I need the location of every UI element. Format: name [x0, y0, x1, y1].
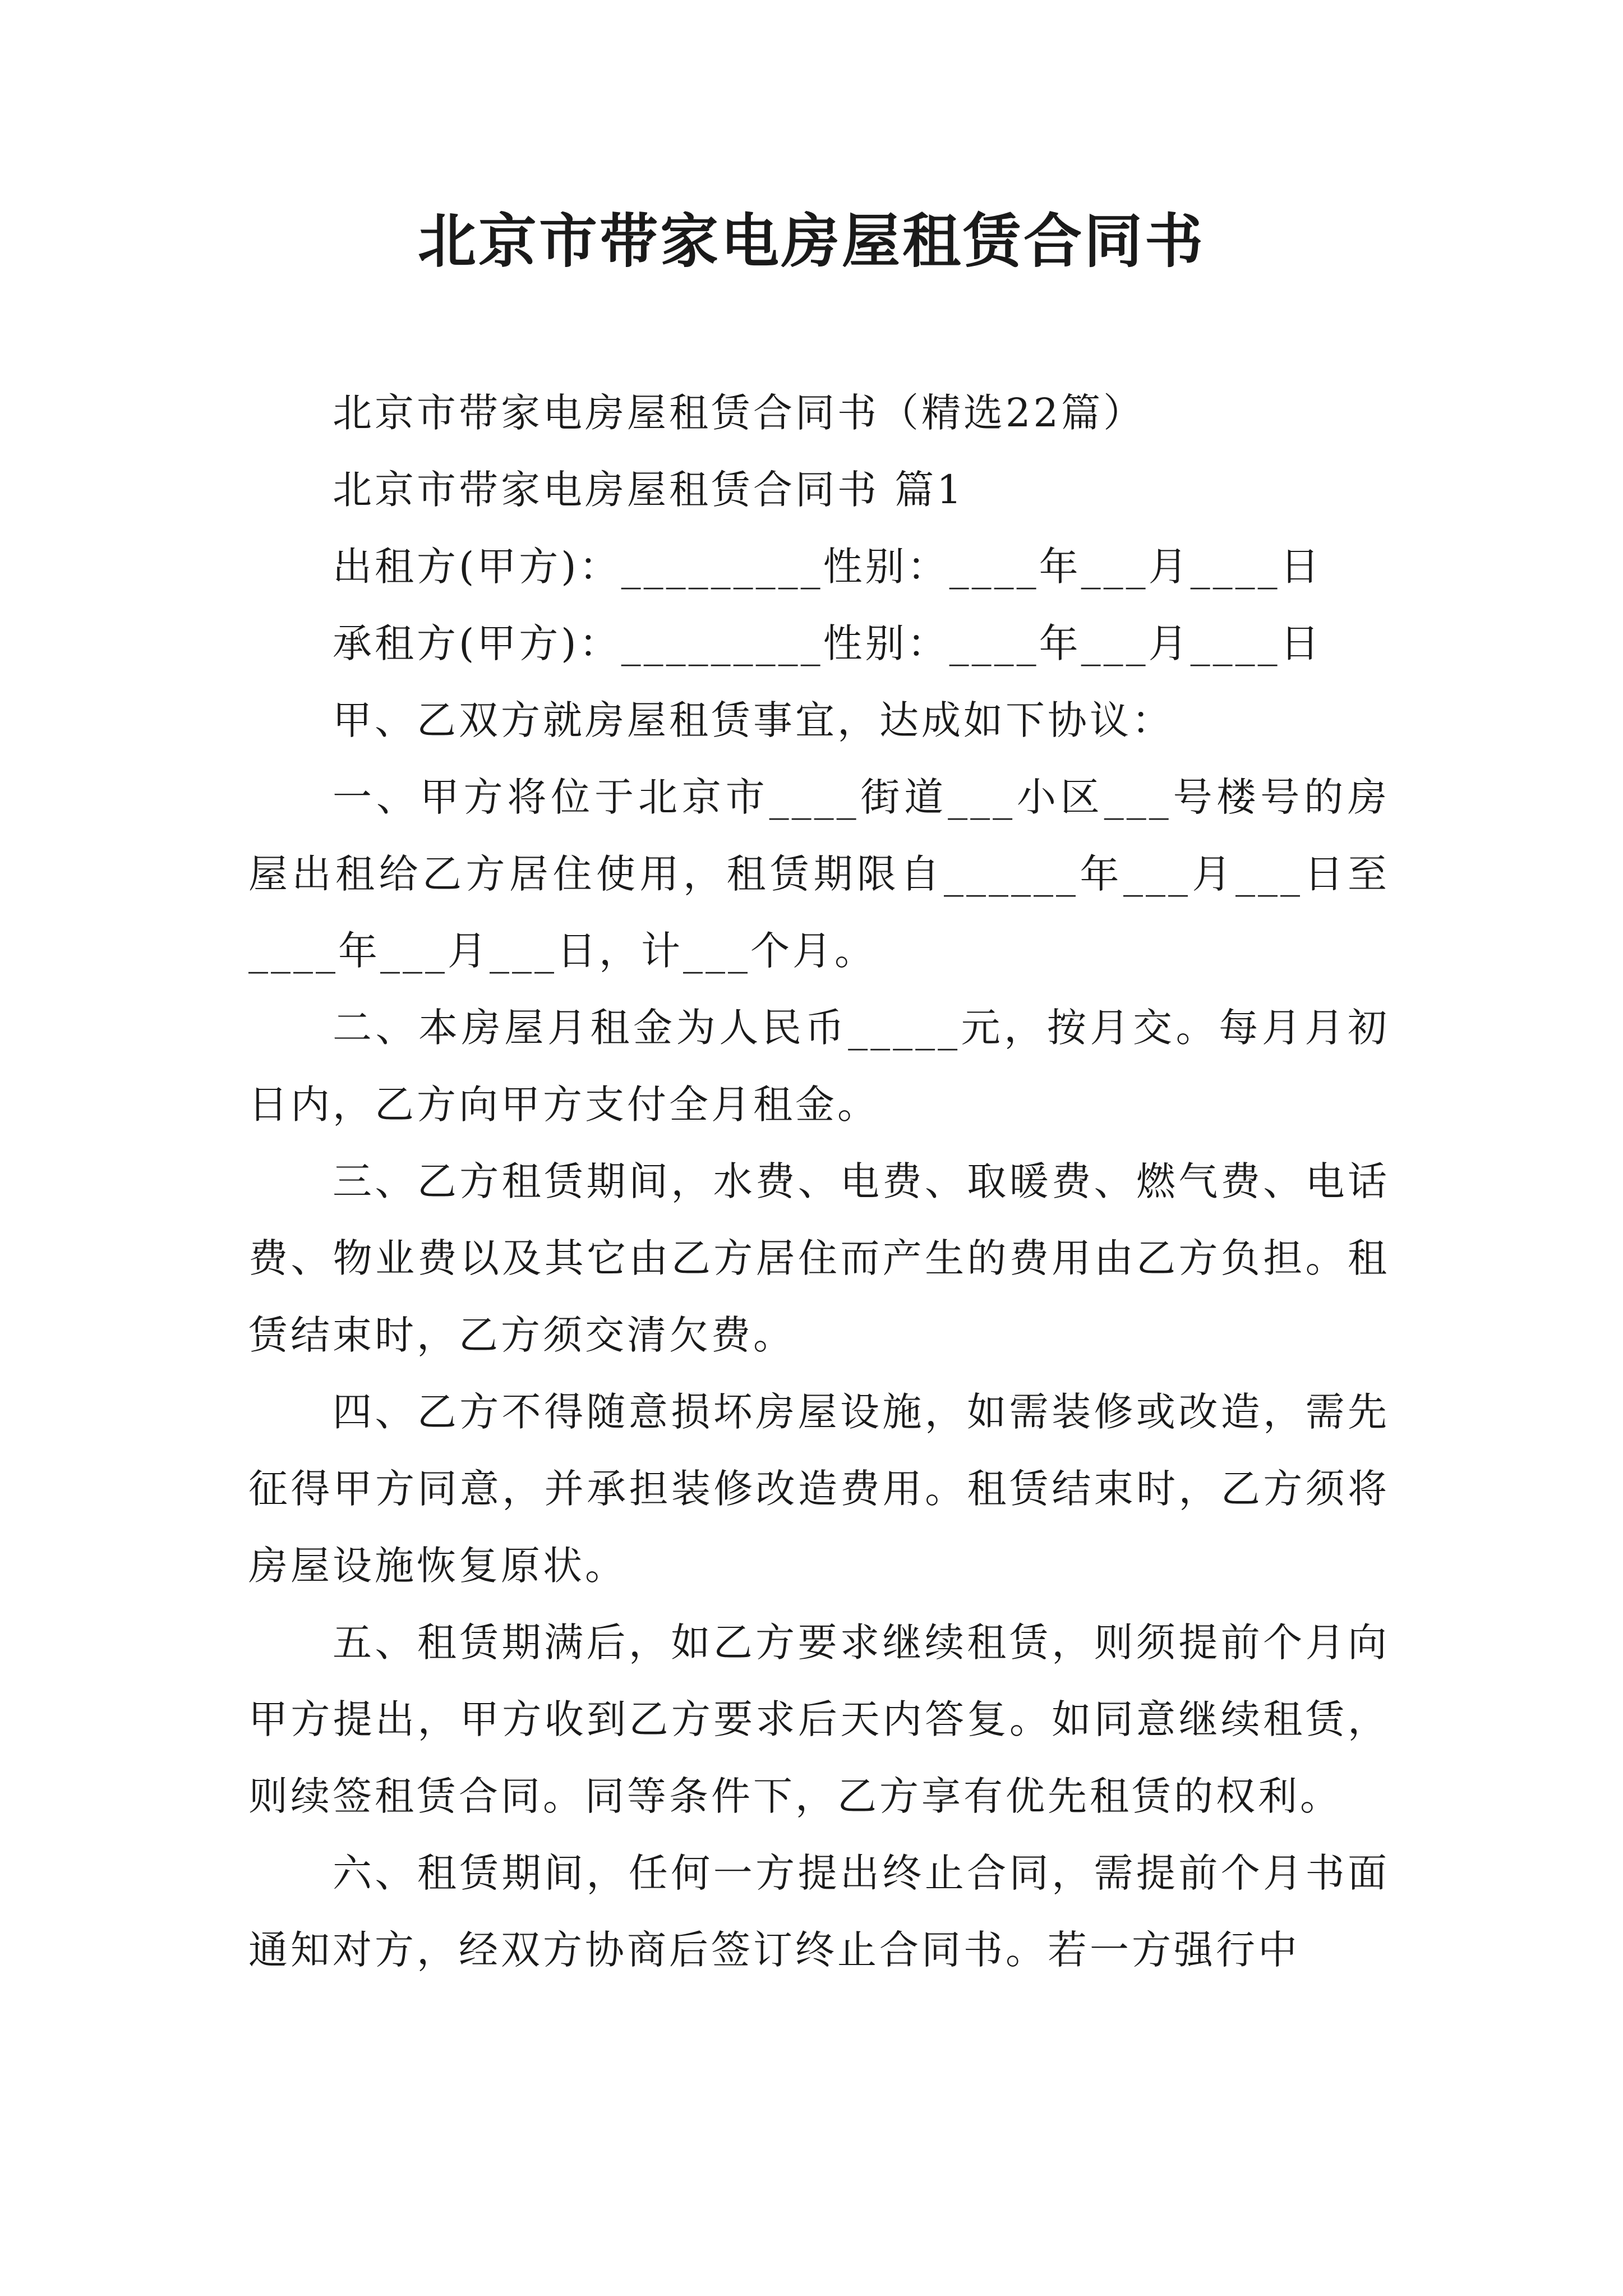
clause-paragraph: 一、甲方将位于北京市____街道___小区___号楼号的房屋出租给乙方居住使用，租赁期限自______年___月___日至____年___月___日，计___个月。: [248, 774, 1390, 974]
document-title: 北京市带家电房屋租赁合同书: [417, 206, 1205, 275]
lessee-line: 承租方(甲方)：_________性别：____年___月____日: [333, 620, 1322, 666]
document-body: [248, 375, 1390, 1989]
agreement-intro: 甲、乙双方就房屋租赁事宜，达成如下协议：: [333, 697, 1174, 743]
clause-paragraph: 二、本房屋月租金为人民币_____元，按月交。每月月初日内，乙方向甲方支付全月租金。: [248, 1005, 1390, 1128]
section-heading: 北京市带家电房屋租赁合同书 篇1: [333, 467, 965, 513]
clause-paragraph: 四、乙方不得随意损坏房屋设施，如需装修或改造，需先征得甲方同意，并承担装修改造费用。租赁结束时，乙方须将房屋设施恢复原状。: [248, 1389, 1390, 1589]
clause-paragraph: 六、租赁期间，任何一方提出终止合同，需提前个月书面通知对方，经双方协商后签订终止合同书。若一方强行中: [248, 1850, 1390, 1973]
document-subtitle: 北京市带家电房屋租赁合同书（精选22篇）: [333, 390, 1146, 436]
clause-paragraph: 五、租赁期满后，如乙方要求继续租赁，则须提前个月向甲方提出，甲方收到乙方要求后天内答复。如同意继续租赁，则续签租赁合同。同等条件下，乙方享有优先租赁的权利。: [248, 1619, 1390, 1819]
lessor-line: 出租方(甲方)：_________性别：____年___月____日: [333, 544, 1322, 590]
clause-paragraph: 三、乙方租赁期间，水费、电费、取暖费、燃气费、电话费、物业费以及其它由乙方居住而产生的费用由乙方负担。租赁结束时，乙方须交清欠费。: [248, 1158, 1390, 1358]
